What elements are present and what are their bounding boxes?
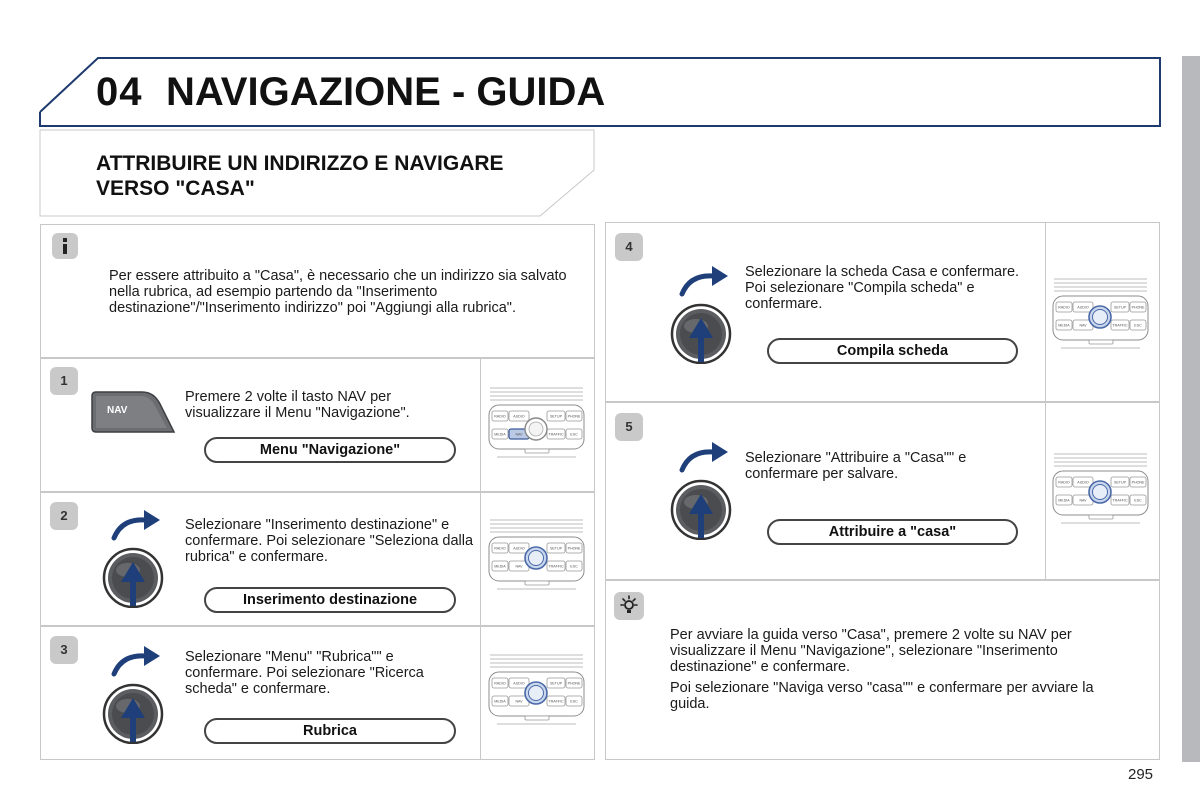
step-4-menu-button[interactable]: Compila scheda bbox=[767, 338, 1018, 364]
svg-text:PHONE: PHONE bbox=[567, 414, 581, 419]
step-1-control-panel bbox=[487, 385, 586, 462]
svg-text:RADIO: RADIO bbox=[1058, 480, 1070, 485]
svg-text:SETUP: SETUP bbox=[1114, 480, 1126, 485]
step-2-badge: 2 bbox=[50, 502, 78, 530]
svg-text:RADIO: RADIO bbox=[494, 546, 506, 551]
svg-text:RADIO: RADIO bbox=[494, 681, 506, 686]
step-3-text: Selezionare "Menu" "Rubrica"" e confermare. Poi selezionare "Ricerca scheda" e confermare. bbox=[185, 649, 424, 697]
step-4-divider bbox=[1045, 222, 1047, 402]
step-5-divider bbox=[1045, 402, 1047, 580]
step-1-menu-button[interactable]: Menu "Navigazione" bbox=[204, 437, 456, 463]
svg-text:AUDIO: AUDIO bbox=[513, 681, 525, 686]
svg-text:NAV: NAV bbox=[1079, 498, 1087, 503]
svg-text:PHONE: PHONE bbox=[567, 546, 581, 551]
svg-text:ESC: ESC bbox=[1134, 323, 1142, 328]
svg-text:MEDIA: MEDIA bbox=[494, 564, 506, 569]
svg-text:SETUP: SETUP bbox=[1114, 305, 1126, 310]
svg-text:SETUP: SETUP bbox=[550, 546, 562, 551]
svg-text:ESC: ESC bbox=[1134, 498, 1142, 503]
svg-text:PHONE: PHONE bbox=[567, 681, 581, 686]
step-2-divider bbox=[480, 492, 482, 626]
step-1-divider bbox=[480, 358, 482, 492]
svg-text:AUDIO: AUDIO bbox=[513, 546, 525, 551]
section-title: ATTRIBUIRE UN INDIRIZZO E NAVIGARE VERSO "CASA" bbox=[96, 152, 504, 200]
rotate-knob-icon bbox=[668, 264, 734, 364]
nav-key-label: NAV bbox=[107, 405, 128, 416]
svg-text:TRAFFIC: TRAFFIC bbox=[548, 699, 564, 704]
step-3-badge: 3 bbox=[50, 636, 78, 664]
step-2-control-panel bbox=[487, 517, 586, 594]
tip-text-2: Poi selezionare "Naviga verso "casa"" e confermare per avviare la guida. bbox=[670, 680, 1094, 712]
step-5-badge: 5 bbox=[615, 413, 643, 441]
step-1-text: Premere 2 volte il tasto NAV per visualizzare il Menu "Navigazione". bbox=[185, 389, 410, 421]
step-4-text: Selezionare la scheda Casa e confermare. Poi selezionare "Compila scheda" e confermare. bbox=[745, 264, 1020, 312]
lightbulb-icon bbox=[614, 592, 644, 620]
svg-text:PHONE: PHONE bbox=[1131, 480, 1145, 485]
step-4-control-panel bbox=[1051, 276, 1150, 353]
step-4-badge: 4 bbox=[615, 233, 643, 261]
chapter-title: NAVIGAZIONE - GUIDA bbox=[166, 70, 606, 114]
tip-text-1: Per avviare la guida verso "Casa", premere 2 volte su NAV per visualizzare il Menu "Navigazione", selezionare "Inserimento destinazione" e confermare. bbox=[670, 627, 1072, 675]
step-3-control-panel bbox=[487, 652, 586, 729]
svg-text:MEDIA: MEDIA bbox=[1058, 323, 1070, 328]
info-icon bbox=[52, 233, 78, 259]
step-5-control-panel bbox=[1051, 451, 1150, 528]
svg-text:NAV: NAV bbox=[515, 432, 523, 437]
svg-text:NAV: NAV bbox=[515, 564, 523, 569]
svg-text:SETUP: SETUP bbox=[550, 414, 562, 419]
chapter-number: 04 bbox=[96, 70, 143, 114]
step-5-menu-button[interactable]: Attribuire a "casa" bbox=[767, 519, 1018, 545]
page-number: 295 bbox=[1128, 766, 1154, 783]
nav-key-icon bbox=[90, 390, 176, 434]
step-3-menu-button[interactable]: Rubrica bbox=[204, 718, 456, 744]
svg-text:PHONE: PHONE bbox=[1131, 305, 1145, 310]
svg-text:ESC: ESC bbox=[570, 699, 578, 704]
svg-text:SETUP: SETUP bbox=[550, 681, 562, 686]
svg-text:MEDIA: MEDIA bbox=[1058, 498, 1070, 503]
svg-text:RADIO: RADIO bbox=[494, 414, 506, 419]
step-1-badge: 1 bbox=[50, 367, 78, 395]
svg-text:NAV: NAV bbox=[1079, 323, 1087, 328]
svg-text:ESC: ESC bbox=[570, 564, 578, 569]
rotate-knob-icon bbox=[100, 644, 166, 744]
svg-text:AUDIO: AUDIO bbox=[513, 414, 525, 419]
svg-text:MEDIA: MEDIA bbox=[494, 432, 506, 437]
chapter-side-tab bbox=[1182, 56, 1200, 762]
rotate-knob-icon bbox=[100, 508, 166, 608]
svg-text:RADIO: RADIO bbox=[1058, 305, 1070, 310]
rotate-knob-icon bbox=[668, 440, 734, 540]
step-2-menu-button[interactable]: Inserimento destinazione bbox=[204, 587, 456, 613]
svg-text:MEDIA: MEDIA bbox=[494, 699, 506, 704]
info-text: Per essere attribuito a "Casa", è necessario che un indirizzo sia salvato nella rubrica, ad esempio partendo da "Inserimento destinazione"/"Inserimento indirizzo" poi "Aggiungi alla rubrica". bbox=[109, 268, 567, 316]
svg-text:TRAFFIC: TRAFFIC bbox=[548, 564, 564, 569]
step-2-text: Selezionare "Inserimento destinazione" e confermare. Poi selezionare "Seleziona dalla rubrica" e confermare. bbox=[185, 517, 474, 565]
svg-text:ESC: ESC bbox=[570, 432, 578, 437]
svg-text:NAV: NAV bbox=[515, 699, 523, 704]
svg-text:TRAFFIC: TRAFFIC bbox=[1112, 498, 1128, 503]
step-3-divider bbox=[480, 626, 482, 760]
svg-text:TRAFFIC: TRAFFIC bbox=[1112, 323, 1128, 328]
svg-text:TRAFFIC: TRAFFIC bbox=[548, 432, 564, 437]
step-5-text: Selezionare "Attribuire a "Casa"" e confermare per salvare. bbox=[745, 450, 967, 482]
svg-text:AUDIO: AUDIO bbox=[1077, 305, 1089, 310]
svg-text:AUDIO: AUDIO bbox=[1077, 480, 1089, 485]
